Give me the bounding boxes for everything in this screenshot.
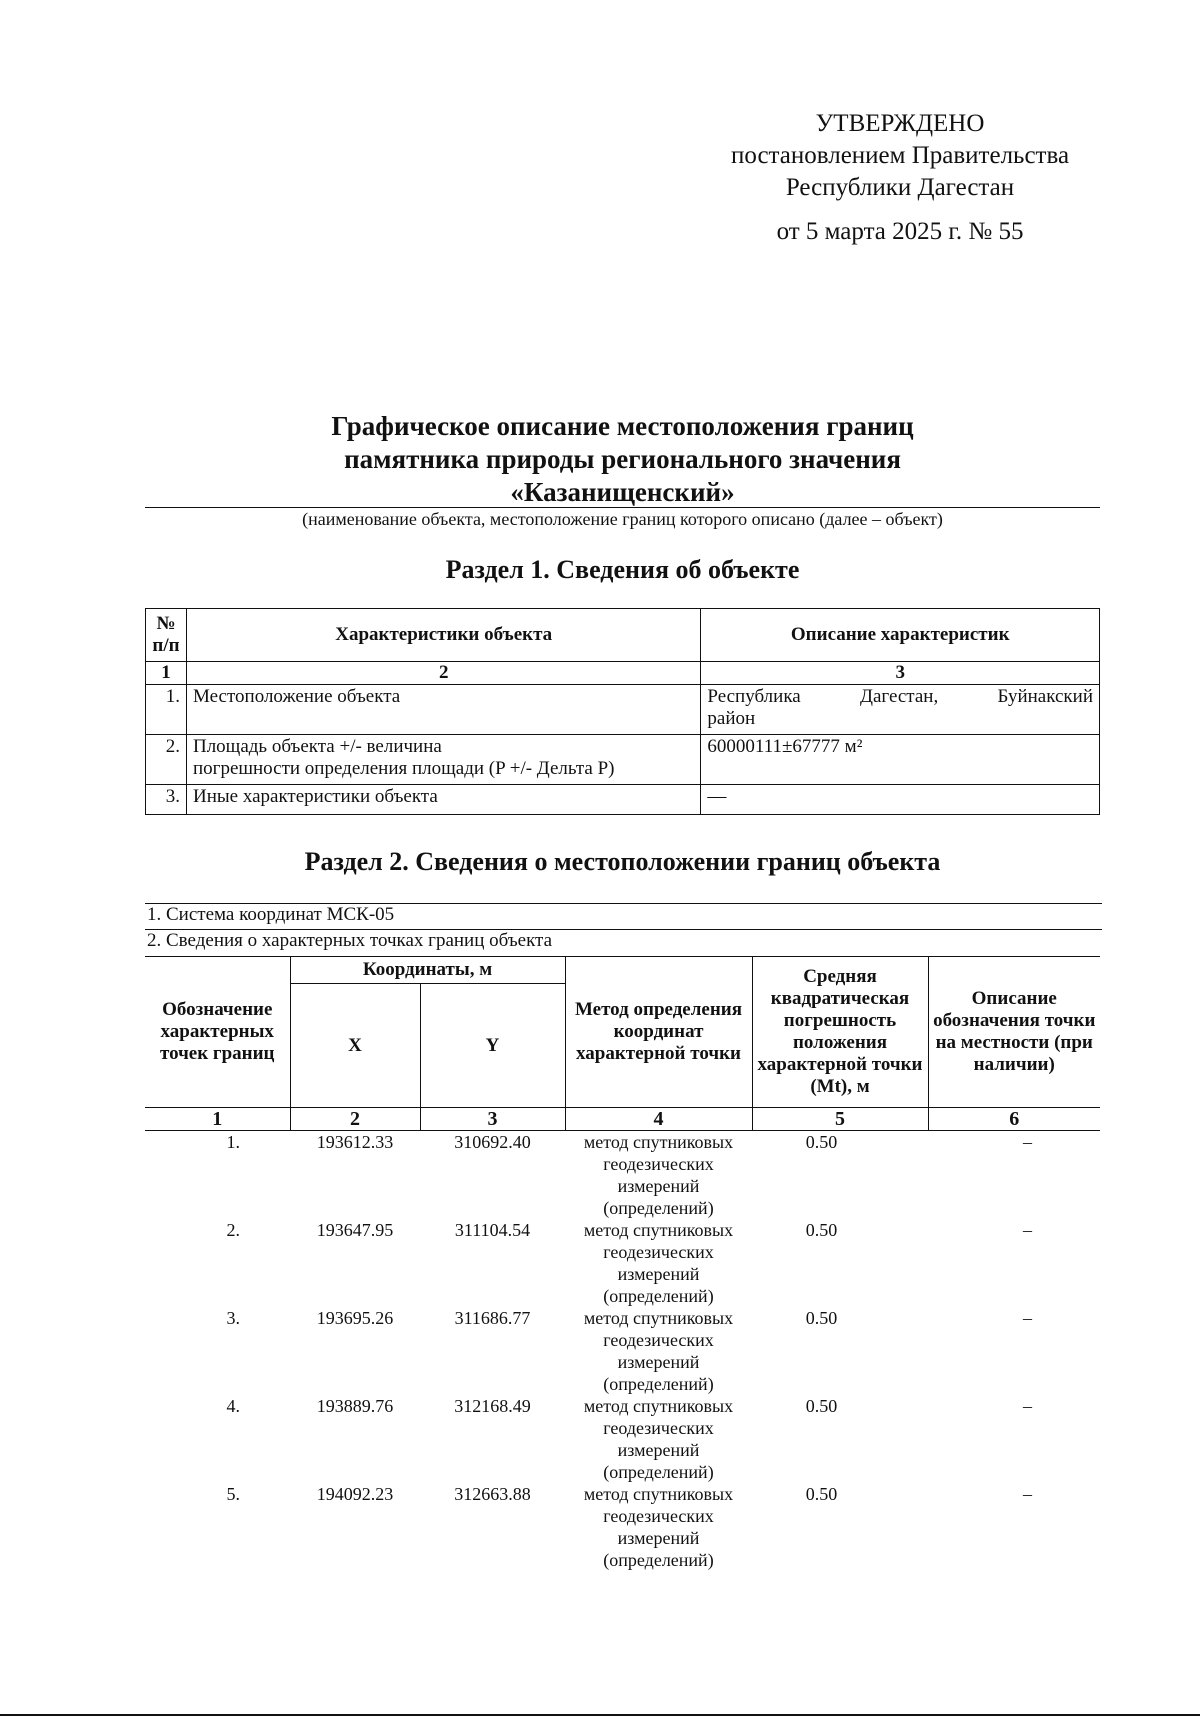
method-line: геодезических <box>603 1242 714 1262</box>
point-description: – <box>1023 1308 1032 1328</box>
index-row <box>145 1108 1100 1131</box>
point-y: 312663.88 <box>454 1484 531 1504</box>
point-x: 194092.23 <box>316 1484 394 1504</box>
index-cell: 2 <box>186 662 700 685</box>
point-x: 193612.33 <box>316 1132 394 1152</box>
point-method <box>565 1307 752 1395</box>
index-cell: 2 <box>290 1108 420 1131</box>
method-line: измерений <box>617 1176 700 1196</box>
title-underline <box>145 507 1100 508</box>
method-line: измерений <box>617 1264 700 1284</box>
point-mt: 0.50 <box>805 1220 838 1240</box>
table-row <box>145 1131 1100 1220</box>
point-description: – <box>1023 1396 1032 1416</box>
method-line: метод спутниковых <box>583 1220 734 1240</box>
table-row <box>146 685 1100 735</box>
col-header-method: Метод определения координат характерной точки <box>565 957 752 1108</box>
point-method <box>565 1483 752 1571</box>
row-description <box>701 685 1100 735</box>
point-x: 193647.95 <box>316 1220 394 1240</box>
point-id: 5. <box>226 1484 240 1504</box>
point-mt: 0.50 <box>805 1132 838 1152</box>
col-header-y: Y <box>420 984 565 1108</box>
point-method <box>565 1131 752 1220</box>
point-id: 4. <box>226 1396 240 1416</box>
method-line: измерений <box>617 1440 700 1460</box>
boundary-points-table <box>145 956 1100 1571</box>
index-cell: 1 <box>146 662 187 685</box>
point-y: 312168.49 <box>454 1396 531 1416</box>
characteristic-line: Площадь объекта +/- величина <box>192 736 442 757</box>
characteristic-line: погрешности определения площади (P +/- Дельта P) <box>192 758 615 779</box>
table-row <box>146 735 1100 785</box>
method-line: геодезических <box>603 1330 714 1350</box>
col-header-description: Описание обозначения точки на местности (при наличии) <box>928 957 1100 1108</box>
method-line: измерений <box>617 1352 700 1372</box>
row-number: 1. <box>146 685 187 735</box>
method-line: (определений) <box>603 1374 714 1394</box>
table-row <box>145 1219 1100 1307</box>
description-line: район <box>707 708 756 729</box>
points-info: 2. Сведения о характерных точках границ объекта <box>145 929 1102 952</box>
method-line: метод спутниковых <box>583 1484 734 1504</box>
object-info-table <box>145 608 1100 815</box>
title-caption: (наименование объекта, местоположение границ которого описано (далее – объект) <box>302 509 943 529</box>
row-number: 3. <box>146 785 187 815</box>
method-line: (определений) <box>603 1550 714 1570</box>
point-description: – <box>1023 1484 1032 1504</box>
point-x: 193889.76 <box>316 1396 394 1416</box>
point-id: 2. <box>226 1220 240 1240</box>
approval-line-republic: Республики Дагестан <box>785 174 1015 201</box>
col-header-designation: Обозначение характерных точек границ <box>145 957 290 1108</box>
point-y: 310692.40 <box>454 1132 531 1152</box>
table-row <box>145 1483 1100 1571</box>
method-line: измерений <box>617 1528 700 1548</box>
coordinate-system: 1. Система координат МСК-05 <box>145 903 1102 926</box>
page-bottom-rule <box>0 1714 1200 1716</box>
table-row <box>145 1307 1100 1395</box>
method-line: (определений) <box>603 1198 714 1218</box>
section-2-heading: Раздел 2. Сведения о местоположении границ объекта <box>304 847 941 876</box>
row-characteristic: Местоположение объекта <box>186 685 700 735</box>
table-header-row <box>145 957 1100 984</box>
index-cell: 4 <box>565 1108 752 1131</box>
point-id: 3. <box>226 1308 240 1328</box>
index-cell: 1 <box>145 1108 290 1131</box>
index-cell: 6 <box>928 1108 1100 1131</box>
approval-title: УТВЕРЖДЕНО <box>815 110 985 137</box>
method-line: метод спутниковых <box>583 1308 734 1328</box>
point-x: 193695.26 <box>316 1308 394 1328</box>
document-title <box>145 410 1100 509</box>
col-header-coordinates: Координаты, м <box>290 957 565 984</box>
approval-block <box>680 108 1120 248</box>
method-line: геодезических <box>603 1154 714 1174</box>
index-row <box>146 662 1100 685</box>
index-cell: 3 <box>701 662 1100 685</box>
point-description: – <box>1023 1132 1032 1152</box>
col-header-x: X <box>290 984 420 1108</box>
method-line: геодезических <box>603 1506 714 1526</box>
point-mt: 0.50 <box>805 1396 838 1416</box>
index-cell: 5 <box>752 1108 928 1131</box>
approval-date: от 5 марта 2025 г. № 55 <box>776 218 1024 245</box>
method-line: (определений) <box>603 1462 714 1482</box>
col-header-number: № п/п <box>146 609 187 662</box>
col-header-description: Описание характеристик <box>701 609 1100 662</box>
row-characteristic: Иные характеристики объекта <box>186 785 700 815</box>
col-header-error: Средняя квадратическая погрешность положения характерной точки (Mt), м <box>752 957 928 1108</box>
method-line: метод спутниковых <box>583 1132 734 1152</box>
table-row <box>146 785 1100 815</box>
point-mt: 0.50 <box>805 1484 838 1504</box>
title-line-1: Графическое описание местоположения границ <box>331 411 914 441</box>
section-1-heading: Раздел 1. Сведения об объекте <box>445 555 800 584</box>
description-line: Республика Дагестан, Буйнакский <box>707 686 1093 707</box>
point-id: 1. <box>226 1132 240 1152</box>
table-row <box>145 1395 1100 1483</box>
index-cell: 3 <box>420 1108 565 1131</box>
row-description: — <box>701 785 1100 815</box>
method-line: геодезических <box>603 1418 714 1438</box>
point-description: – <box>1023 1220 1032 1240</box>
point-method <box>565 1395 752 1483</box>
title-line-2: памятника природы регионального значения <box>344 444 901 474</box>
row-characteristic <box>186 735 700 785</box>
point-method <box>565 1219 752 1307</box>
col-header-characteristic: Характеристики объекта <box>186 609 700 662</box>
method-line: (определений) <box>603 1286 714 1306</box>
point-y: 311686.77 <box>454 1308 531 1328</box>
point-y: 311104.54 <box>454 1220 531 1240</box>
title-line-3: «Казанищенский» <box>510 477 735 507</box>
method-line: метод спутниковых <box>583 1396 734 1416</box>
approval-line-government: постановлением Правительства <box>730 142 1070 169</box>
row-description: 60000111±67777 м² <box>701 735 1100 785</box>
table-header-row <box>146 609 1100 662</box>
row-number: 2. <box>146 735 187 785</box>
point-mt: 0.50 <box>805 1308 838 1328</box>
